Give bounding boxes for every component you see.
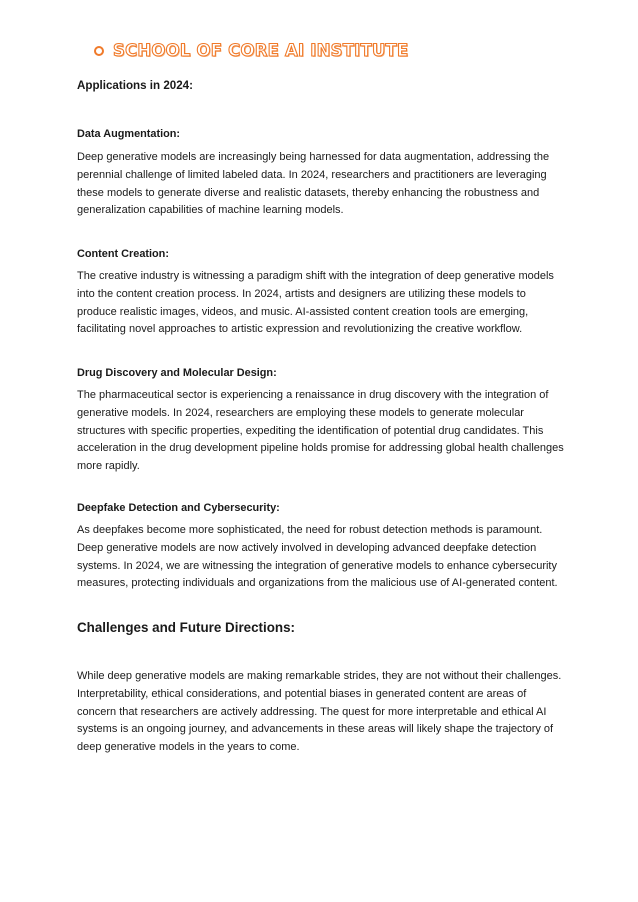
- deepfake-detection-paragraph: As deepfakes become more sophisticated, the need for robust detection methods is paramount. Deep generative models are now actively involved in developing advanced deepfake detection systems. In 2024, we are witnessing the integration of generative models to enhance cybersecurity measures, protecting individuals and organizations from the malicious use of AI-generated content.: [77, 524, 558, 590]
- challenges-heading: Challenges and Future Directions:: [77, 620, 296, 635]
- content-creation-heading: Content Creation:: [77, 248, 169, 260]
- bullet-circle-icon: [94, 46, 104, 56]
- content-creation-paragraph: The creative industry is witnessing a paradigm shift with the integration of deep generative models into the content creation process. In 2024, artists and designers are utilizing these models to produce realistic images, videos, and music. AI-assisted content creation tools are emerging, facilitating novel approaches to artistic expression and revolutionizing the creative workflow.: [77, 270, 554, 336]
- brand-header: [94, 41, 408, 60]
- data-augmentation-paragraph: Deep generative models are increasingly being harnessed for data augmentation, addressing the perennial challenge of limited labeled data. In 2024, researchers and practitioners are leveraging these models to generate diverse and realistic datasets, thereby enhancing the robustness and generalization capabilities of machine learning models.: [77, 151, 550, 217]
- challenges-paragraph: While deep generative models are making remarkable strides, they are not without their challenges. Interpretability, ethical considerations, and potential biases in generated content are areas of concern that researchers are actively addressing. The quest for more interpretable and ethical AI systems is an ongoing journey, and advancements in these areas will likely shape the trajectory of deep generative models in the years to come.: [77, 670, 562, 754]
- deepfake-detection-heading: Deepfake Detection and Cybersecurity:: [77, 502, 280, 514]
- drug-discovery-heading: Drug Discovery and Molecular Design:: [77, 367, 277, 379]
- brand-title: SCHOOL OF CORE AI INSTITUTE: [113, 41, 409, 60]
- applications-heading: Applications in 2024:: [77, 79, 193, 92]
- drug-discovery-paragraph: The pharmaceutical sector is experiencing a renaissance in drug discovery with the integration of generative models. In 2024, researchers are employing these models to generate molecular structures with specific properties, expediting the identification of potential drug candidates. This acceleration in the drug development pipeline holds promise for addressing global health challenges more rapidly.: [77, 389, 564, 473]
- data-augmentation-heading: Data Augmentation:: [77, 128, 181, 140]
